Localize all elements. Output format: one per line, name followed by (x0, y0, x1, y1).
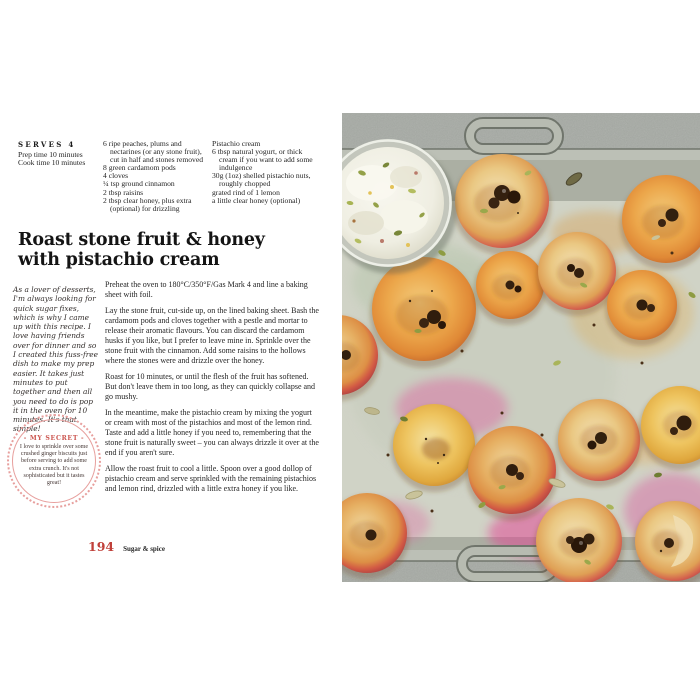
secret-text: I love to sprinkle over some crushed ginger biscuits just before serving to add some extra crunch. It's not sophisticated but it tastes great! (19, 443, 89, 486)
secret-heading: - MY SECRET - (23, 434, 85, 442)
recipe-title-line: with pistachio cream (18, 249, 220, 270)
method-paragraph: In the meantime, make the pistachio cream by mixing the yogurt or cream with most of the pistachios and most of the lemon rind. Taste and add a little honey if you need to, remembering that the stone fruit is naturally sweet – you can always drizzle it over at the end if you aren't sure. (105, 408, 319, 457)
recipe-photo (342, 113, 700, 582)
ingredient-item: 8 green cardamom pods (103, 163, 176, 173)
ingredients-list-main (103, 140, 210, 213)
method-paragraph: Lay the stone fruit, cut-side up, on the lined baking sheet. Bash the cardamom pods and cloves together with a pestle and mortar to release their aromatic flavours. You can discard the cardamom husks if you like, but I prefer to leave mine in. Sprinkle over the stone fruit with the cinnamon. Add some raisins to the hollows where the stones were and drizzle over the honey. (105, 306, 319, 365)
method-steps (105, 280, 319, 494)
method-paragraph: Allow the roast fruit to cool a little. Spoon over a good dollop of pistachio cream and serve sprinkled with the remaining pistachios and lemon rind, drizzled with a little extra honey if you like. (105, 464, 317, 493)
ingredient-item: ¼ tsp ground cinnamon (103, 179, 175, 189)
cook-time: Cook time 10 minutes (18, 157, 86, 167)
recipe-meta (18, 140, 85, 166)
my-secret-badge-inner (12, 419, 96, 503)
ingredient-item: 30g (1oz) shelled pistachio nuts, roughly chopped (212, 171, 311, 189)
ingredient-item: grated rind of 1 lemon (212, 187, 280, 197)
intro-note: As a lover of desserts, I'm always looking for quick sugar fixes, which is why I came up with this recipe. I love having friends over for dinner and so I created this fuss-free dish to make my prep easier. It takes just minutes to put together and then all you need to do is pop it in the oven for 10 minutes. It's that simple! (13, 285, 98, 434)
my-secret-badge (7, 414, 101, 508)
prep-time: Prep time 10 minutes (18, 150, 83, 159)
pistachio-items (212, 148, 316, 205)
ingredient-item: a little clear honey (optional) (212, 195, 301, 205)
ingredient-item: 2 tbsp clear honey, plus extra (optional) for drizzling (103, 195, 192, 213)
ingredient-item: 6 tbsp natural yogurt, or thick cream if you want to add some indulgence (212, 147, 313, 173)
sub-recipe-heading: Pistachio cream (212, 139, 261, 148)
page-footer (88, 539, 165, 554)
method-paragraph: Roast for 10 minutes, or until the flesh of the fruit has softened. But don't leave them in too long, as they can quickly collapse and go mushy. (105, 372, 316, 401)
recipe-title (18, 231, 265, 270)
method-paragraph: Preheat the oven to 180°C/350°F/Gas Mark 4 and line a baking sheet with foil. (105, 280, 308, 299)
recipe-title-line: Roast stone fruit & honey (18, 230, 265, 250)
ingredients-list-pistachio (212, 140, 316, 205)
ingredient-item: 2 tbsp raisins (103, 187, 144, 197)
chapter-name: Sugar & spice (123, 545, 165, 553)
serves-label: SERVES 4 (18, 140, 76, 149)
page-number: 194 (88, 539, 115, 554)
ingredient-item: 4 cloves (103, 171, 129, 181)
ingredient-item: 6 ripe peaches, plums and nectarines (or any stone fruit), cut in half and stones removed (103, 139, 203, 165)
